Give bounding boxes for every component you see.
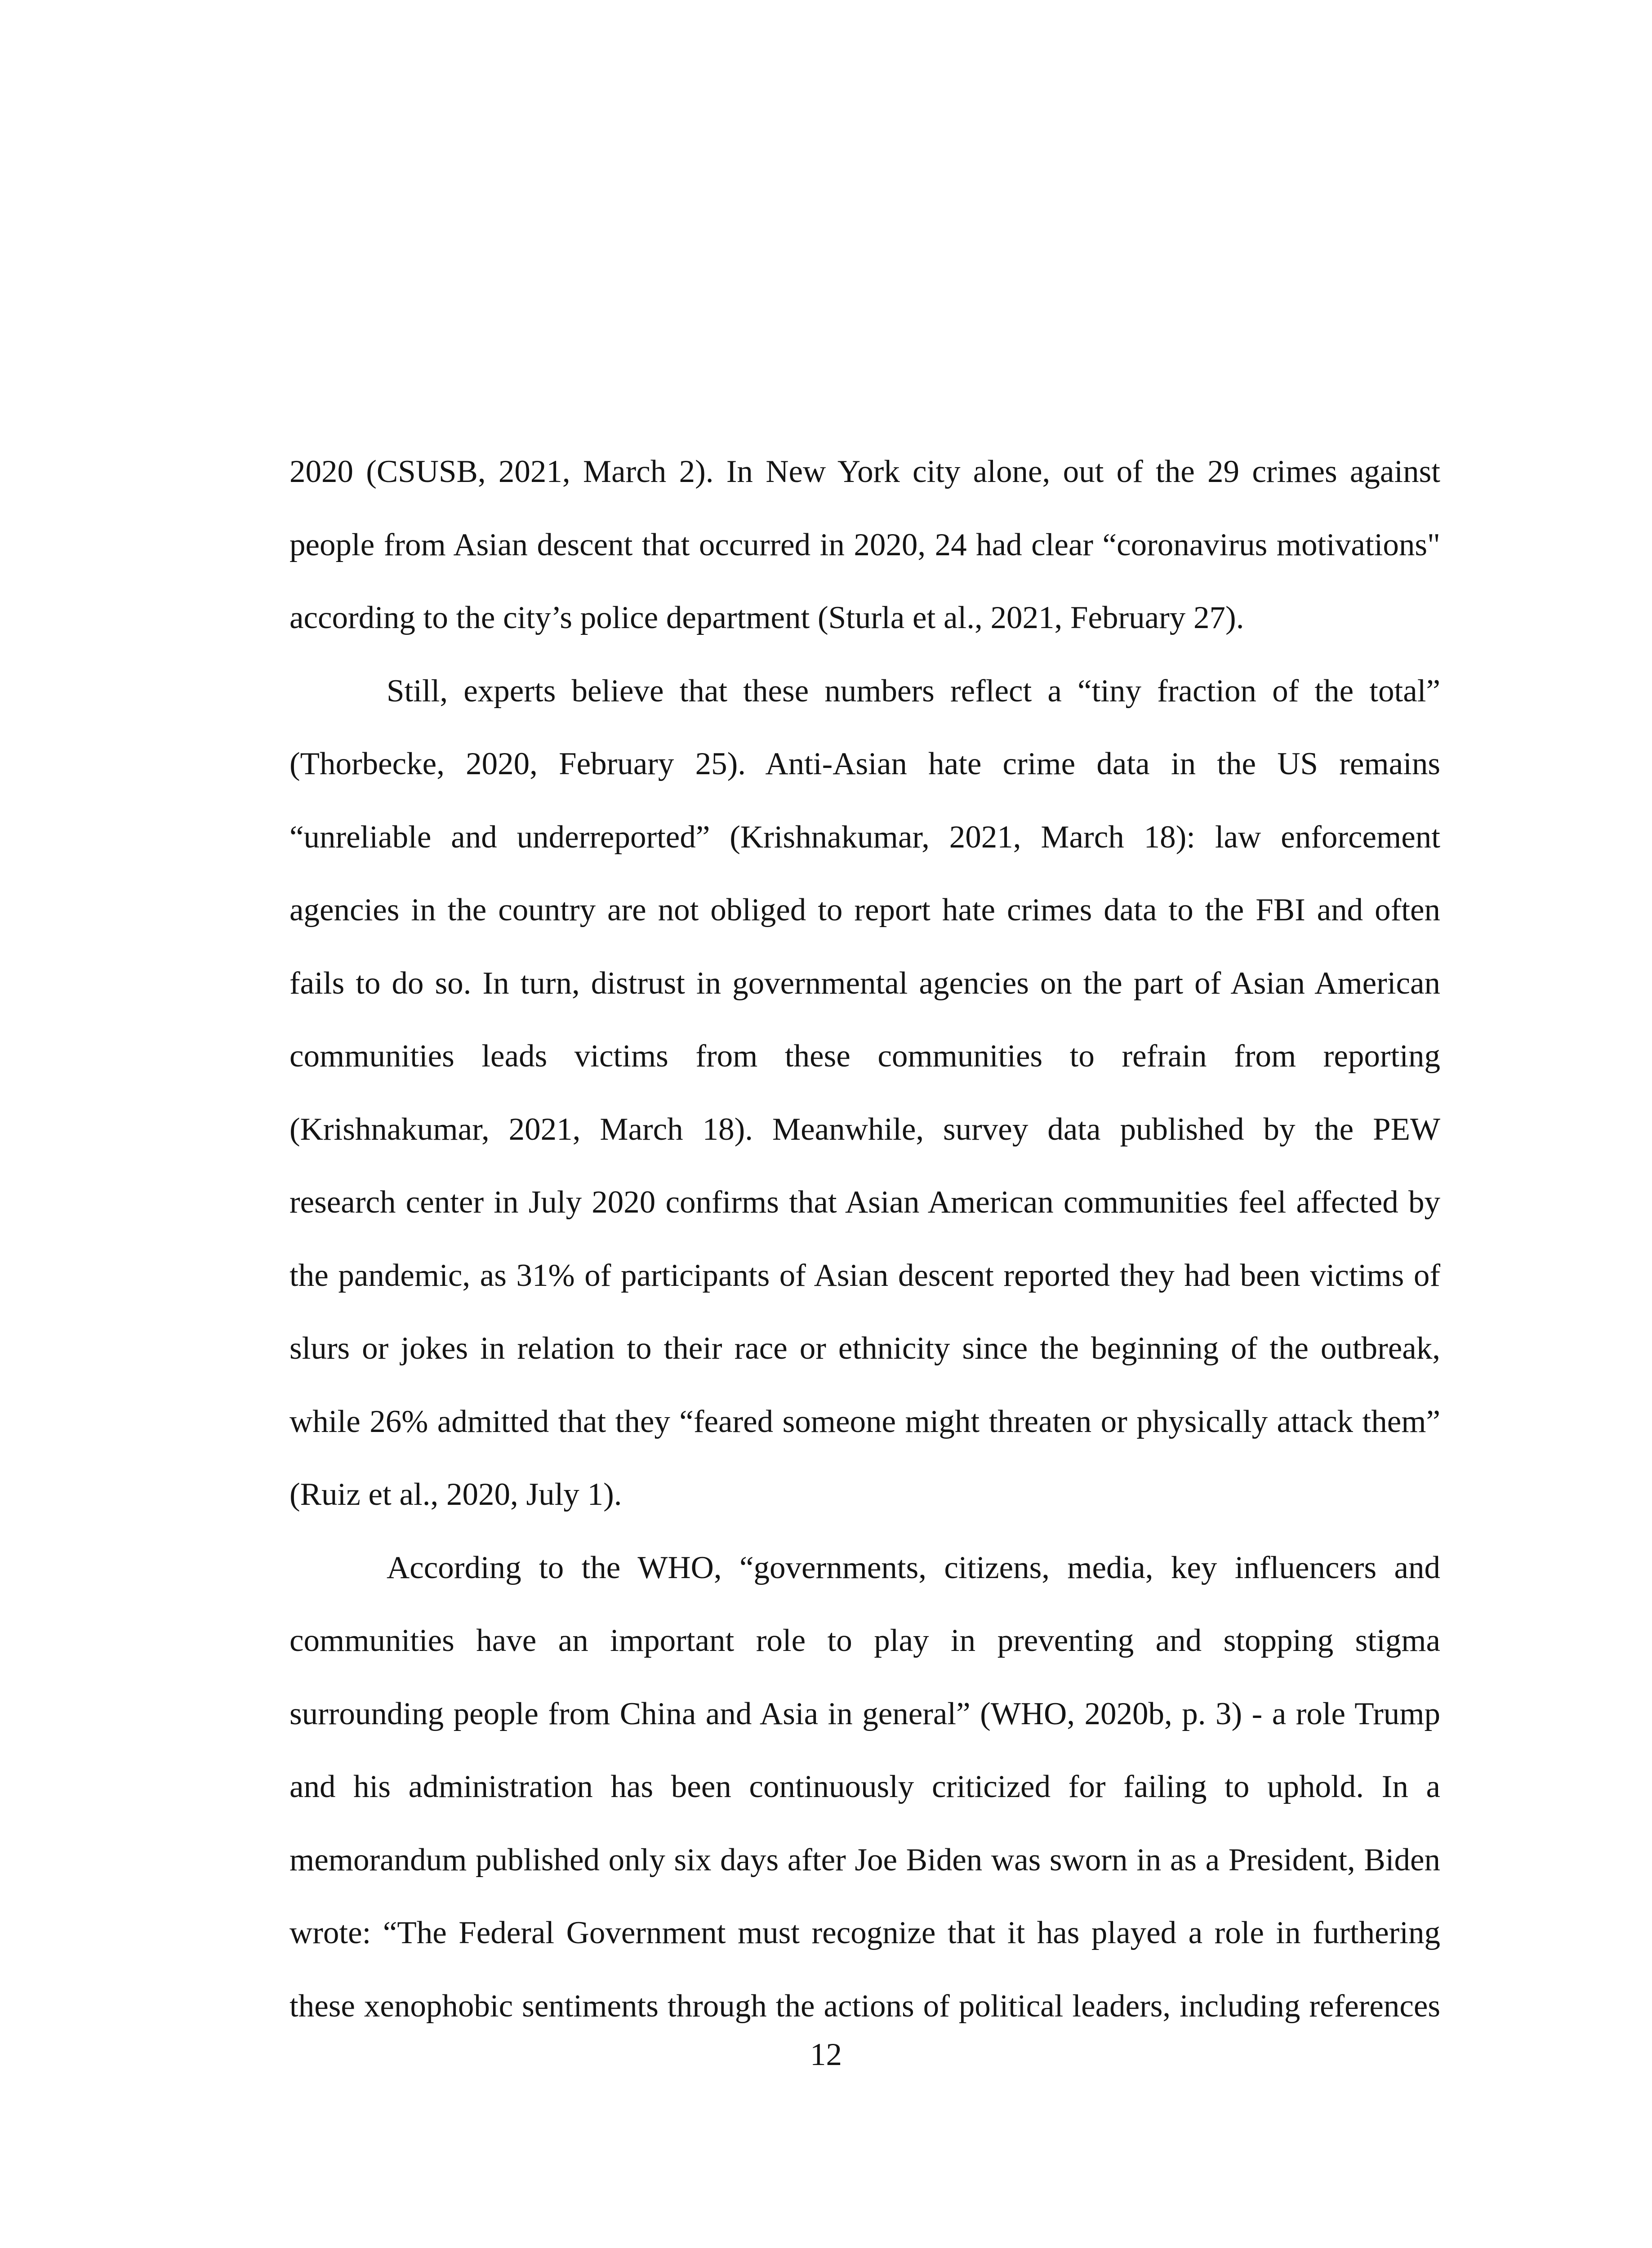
text-line: the pandemic, as 31% of participants of Asian descent reported they had been victims of [289, 1258, 1440, 1293]
body-text [289, 435, 1440, 2043]
text-line: slurs or jokes in relation to their race or ethnicity since the beginning of the outbreak, [289, 1331, 1440, 1366]
page-number: 12 [810, 2037, 842, 2072]
text-line: surrounding people from China and Asia in general” (WHO, 2020b, p. 3) - a role Trump [289, 1696, 1440, 1731]
text-line: According to the WHO, “governments, citizens, media, key influencers and [387, 1550, 1440, 1585]
text-line: “unreliable and underreported” (Krishnakumar, 2021, March 18): law enforcement [289, 819, 1440, 855]
text-line: according to the city’s police department (Sturla et al., 2021, February 27). [289, 600, 1244, 635]
text-line: wrote: “The Federal Government must recognize that it has played a role in furthering [289, 1915, 1440, 1950]
text-line: people from Asian descent that occurred in 2020, 24 had clear “coronavirus motivations" [289, 527, 1440, 562]
text-line: communities have an important role to play in preventing and stopping stigma [289, 1623, 1440, 1658]
text-line: 2020 (CSUSB, 2021, March 2). In New York city alone, out of the 29 crimes against [289, 454, 1440, 489]
text-line: (Ruiz et al., 2020, July 1). [289, 1477, 622, 1512]
text-line: research center in July 2020 confirms that Asian American communities feel affected by [289, 1185, 1440, 1220]
text-line: (Krishnakumar, 2021, March 18). Meanwhile, survey data published by the PEW [289, 1111, 1440, 1147]
text-line: and his administration has been continuously criticized for failing to uphold. In a [289, 1769, 1440, 1804]
text-line: agencies in the country are not obliged to report hate crimes data to the FBI and often [289, 892, 1440, 928]
text-line: memorandum published only six days after Joe Biden was sworn in as a President, Biden [289, 1842, 1440, 1878]
text-line: while 26% admitted that they “feared someone might threaten or physically attack them” [289, 1404, 1440, 1439]
text-line: Still, experts believe that these numbers reflect a “tiny fraction of the total” [387, 673, 1440, 709]
text-line: (Thorbecke, 2020, February 25). Anti-Asian hate crime data in the US remains [289, 746, 1440, 781]
text-line: these xenophobic sentiments through the actions of political leaders, including references [289, 1988, 1440, 2024]
text-line: communities leads victims from these communities to refrain from reporting [289, 1039, 1440, 1074]
text-line: fails to do so. In turn, distrust in governmental agencies on the part of Asian American [289, 965, 1440, 1001]
